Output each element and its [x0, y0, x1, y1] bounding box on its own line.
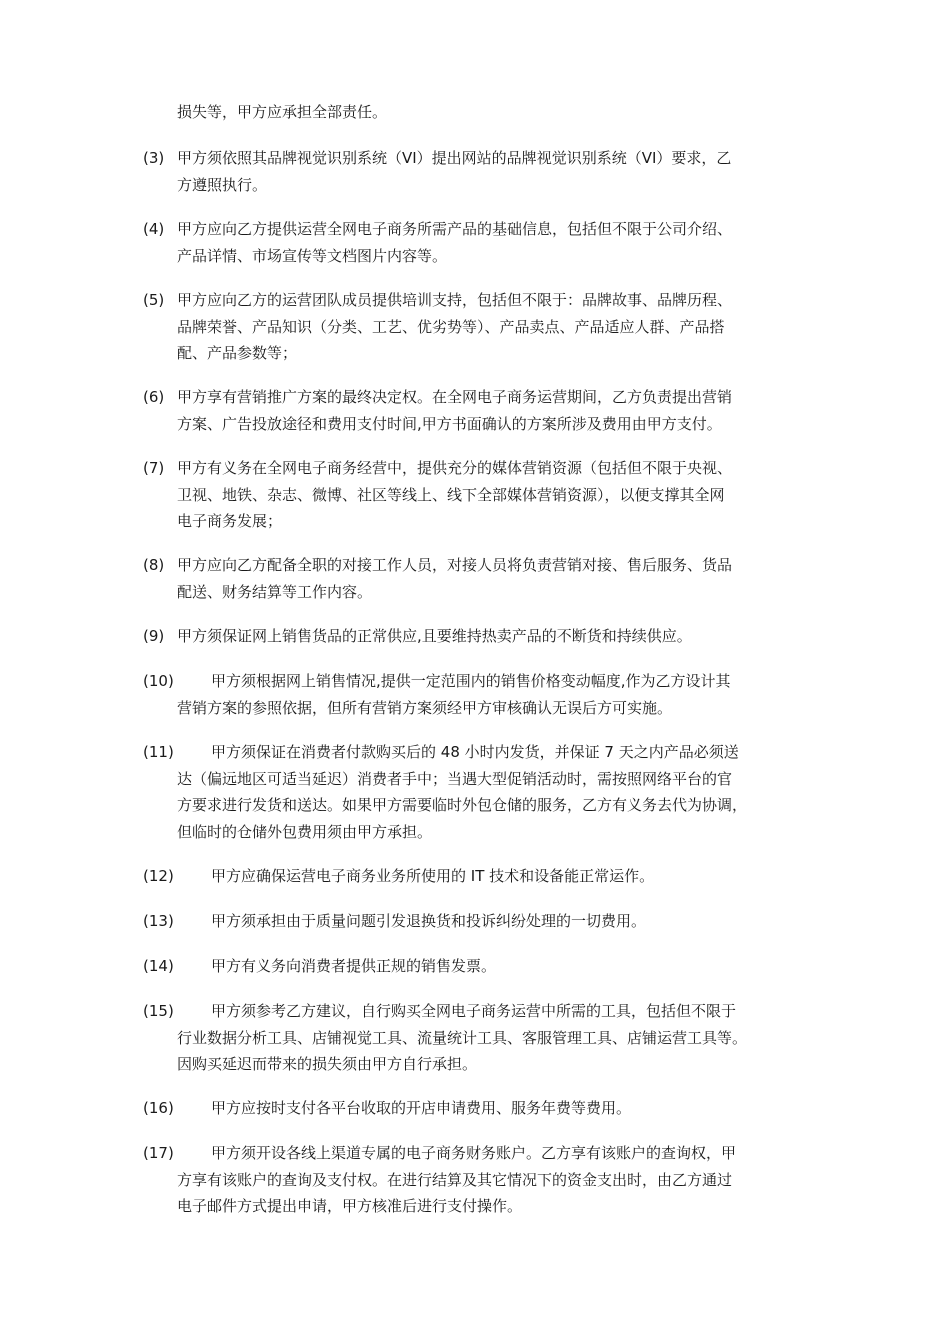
clause-10: [143, 668, 823, 721]
clause-text: [143, 1095, 823, 1122]
clause-line: 方遵照执行。: [177, 175, 268, 194]
clause-line: 行业数据分析工具、店铺视觉工具、流量统计工具、客服管理工具、店铺运营工具等。: [177, 1028, 748, 1047]
clause-line: 甲方有义务向消费者提供正规的销售发票。: [211, 957, 497, 975]
clause-line: 品牌荣誉、产品知识（分类、工艺、优劣势等）、产品卖点、产品适应人群、产品搭: [177, 317, 725, 336]
continuation-paragraph: 损失等，甲方应承担全部责任。: [177, 103, 388, 121]
clause-text: [143, 145, 823, 198]
clause-line: 方要求进行发货和送达。如果甲方需要临时外包仓储的服务，乙方有义务去代为协调，: [177, 796, 748, 814]
clause-5: [143, 287, 823, 367]
clause-number: (10): [143, 672, 174, 690]
clause-line: 卫视、地铁、杂志、微博、社区等线上、线下全部媒体营销资源），以便支撑其全网: [177, 485, 725, 504]
clause-number: (11): [143, 743, 174, 761]
clause-line: 产品详情、市场宣传等文档图片内容等。: [177, 246, 448, 265]
clause-line: 甲方须参考乙方建议，自行购买全网电子商务运营中所需的工具，包括但不限于: [211, 1002, 737, 1020]
clause-line: 营销方案的参照依据，但所有营销方案须经甲方审核确认无误后方可实施。: [177, 698, 673, 717]
clause-line: 但临时的仓储外包费用须由甲方承担。: [177, 822, 433, 841]
clause-line: 甲方须保证网上销售货品的正常供应,且要维持热卖产品的不断货和持续供应。: [177, 627, 692, 645]
clause-number: (17): [143, 1144, 174, 1162]
clause-3: [143, 145, 823, 198]
clause-line: 因购买延迟而带来的损失须由甲方自行承担。: [177, 1055, 478, 1073]
clause-11: [143, 739, 823, 845]
clause-number: (12): [143, 867, 174, 885]
clause-line: 达（偏远地区可适当延迟）消费者手中；当遇大型促销活动时，需按照网络平台的官: [177, 769, 733, 788]
clause-number: (9): [143, 627, 165, 645]
clause-text: [143, 953, 823, 980]
clause-14: [143, 953, 823, 980]
clause-number: (4): [143, 220, 165, 238]
clause-9: [143, 623, 823, 650]
clause-text: [143, 863, 823, 890]
clause-text: [143, 384, 823, 437]
clause-number: (13): [143, 912, 174, 930]
clause-15: [143, 998, 823, 1078]
clause-line: 配送、财务结算等工作内容。: [177, 582, 373, 601]
clause-line: 甲方须开设各线上渠道专属的电子商务财务账户。乙方享有该账户的查询权，甲: [211, 1144, 737, 1162]
clause-line: 电子邮件方式提出申请，甲方核准后进行支付操作。: [177, 1197, 523, 1215]
clause-16: [143, 1095, 823, 1122]
clause-text: [143, 455, 823, 535]
clause-line: 甲方应向乙方提供运营全网电子商务所需产品的基础信息，包括但不限于公司介绍、: [177, 220, 733, 238]
clause-line: 配、产品参数等；: [177, 344, 298, 362]
clause-number: (6): [143, 388, 165, 406]
clause-line: 甲方须承担由于质量问题引发退换货和投诉纠纷处理的一切费用。: [211, 912, 647, 930]
clause-text: [143, 552, 823, 605]
clause-13: [143, 908, 823, 935]
clause-text: [143, 668, 823, 721]
clause-line: 甲方应向乙方的运营团队成员提供培训支持，包括但不限于：品牌故事、品牌历程、: [177, 291, 733, 309]
clause-line: 甲方享有营销推广方案的最终决定权。在全网电子商务运营期间，乙方负责提出营销: [177, 388, 733, 406]
clause-text: [143, 998, 823, 1078]
clause-number: (14): [143, 957, 174, 975]
clause-12: [143, 863, 823, 890]
clause-7: [143, 455, 823, 535]
clause-text: [143, 623, 823, 650]
clause-number: (5): [143, 291, 165, 309]
clause-text: [143, 287, 823, 367]
clause-4: [143, 216, 823, 269]
clause-text: [143, 216, 823, 269]
clause-number: (3): [143, 149, 165, 167]
clause-line: 方享有该账户的查询及支付权。在进行结算及其它情况下的资金支出时，由乙方通过: [177, 1170, 733, 1189]
clause-number: (8): [143, 556, 165, 574]
clause-text: [143, 908, 823, 935]
clause-text: [143, 1140, 823, 1220]
clause-line: 甲方须依照其品牌视觉识别系统（VI）提出网站的品牌视觉识别系统（VI）要求，乙: [177, 149, 732, 167]
clause-line: 方案、广告投放途径和费用支付时间,甲方书面确认的方案所涉及费用由甲方支付。: [177, 414, 722, 433]
clause-line: 电子商务发展；: [177, 512, 283, 530]
clause-line: 甲方须保证在消费者付款购买后的 48 小时内发货，并保证 7 天之内产品必须送: [211, 743, 739, 761]
clause-6: [143, 384, 823, 437]
clause-line: 甲方应按时支付各平台收取的开店申请费用、服务年费等费用。: [211, 1099, 632, 1117]
clause-line: 甲方应确保运营电子商务业务所使用的 IT 技术和设备能正常运作。: [211, 867, 655, 885]
clause-text: [143, 739, 823, 845]
clause-8: [143, 552, 823, 605]
clause-line: 甲方有义务在全网电子商务经营中，提供充分的媒体营销资源（包括但不限于央视、: [177, 459, 733, 477]
clause-17: [143, 1140, 823, 1220]
clause-line: 甲方应向乙方配备全职的对接工作人员，对接人员将负责营销对接、售后服务、货品: [177, 556, 733, 574]
clause-number: (7): [143, 459, 165, 477]
clause-line: 甲方须根据网上销售情况,提供一定范围内的销售价格变动幅度,作为乙方设计其: [211, 672, 731, 690]
clause-number: (16): [143, 1099, 174, 1117]
clause-number: (15): [143, 1002, 174, 1020]
